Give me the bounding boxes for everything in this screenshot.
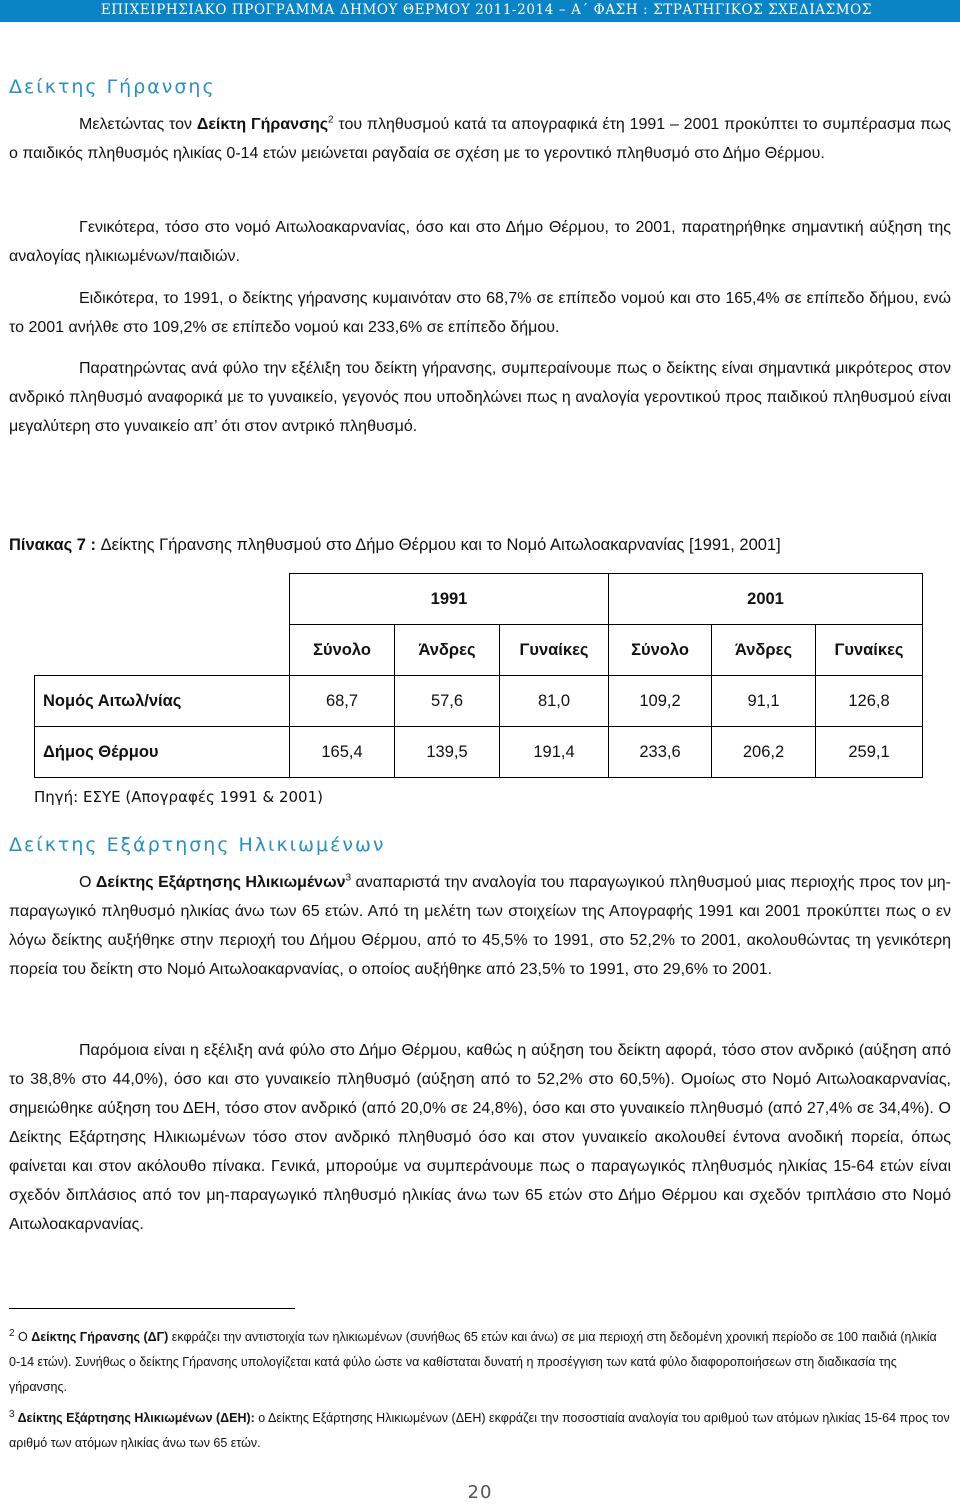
aging-index-table bbox=[34, 573, 923, 778]
table-year-header-row bbox=[35, 574, 923, 625]
table-cell: 109,2 bbox=[609, 676, 712, 727]
table-column-header: Γυναίκες bbox=[500, 625, 609, 676]
paragraph-aging-gender: Παρατηρώντας ανά φύλο την εξέλιξη του δείκτη γήρανσης, συμπεραίνουμε πως ο δείκτης είναι σημαντικά μικρότερος στον ανδρικό πληθυσμό αναφορικά με το γυναικείο, γεγονός που υποδηλώνει πως η αναλογία γεροντικού προς παιδικού πληθυσμού είναι μεγαλύτερη στο γυναικείο απ’ ότι στον αντρικό πληθυσμό. bbox=[9, 360, 951, 435]
table-column-header: Σύνολο bbox=[609, 625, 712, 676]
bold-term: Δείκτης Εξάρτησης Ηλικιωμένων bbox=[95, 874, 346, 891]
paragraph-dependency-intro bbox=[9, 868, 951, 984]
bold-term: Δείκτη Γήρανσης bbox=[196, 116, 329, 133]
table-caption-label: Πίνακας 7 : bbox=[9, 536, 101, 554]
paragraph-aging-specific: Ειδικότερα, το 1991, ο δείκτης γήρανσης κυμαινόταν στο 68,7% σε επίπεδο νομού και στο 165,4% σε επίπεδο δήμου, ενώ το 2001 ανήλθε στο 109,2% σε επίπεδο νομού και 233,6% σε επίπεδο δήμου. bbox=[9, 290, 951, 336]
table-column-header: Γυναίκες bbox=[816, 625, 923, 676]
table-cell: 68,7 bbox=[290, 676, 395, 727]
paragraph-text: Ο bbox=[79, 874, 96, 891]
section-heading-dependency-index: Δείκτης Εξάρτησης Ηλικιωμένων bbox=[9, 834, 386, 856]
paragraph-aging-intro bbox=[9, 110, 951, 168]
table-subheader-row bbox=[35, 625, 923, 676]
table-cell: 206,2 bbox=[712, 727, 816, 778]
table-cell: 139,5 bbox=[395, 727, 500, 778]
table-year-header: 2001 bbox=[609, 574, 923, 625]
table-row bbox=[35, 727, 923, 778]
table-cell: 81,0 bbox=[500, 676, 609, 727]
table-year-header: 1991 bbox=[290, 574, 609, 625]
footnote-number: 3 bbox=[9, 1408, 15, 1420]
table-row-label: Νομός Αιτωλ/νίας bbox=[35, 676, 290, 727]
table-cell: 126,8 bbox=[816, 676, 923, 727]
table-source-note: Πηγή: ΕΣΥΕ (Απογραφές 1991 & 2001) bbox=[34, 788, 323, 806]
table-empty-corner bbox=[35, 574, 290, 625]
paragraph-dependency-gender: Παρόμοια είναι η εξέλιξη ανά φύλο στο Δήμο Θέρμου, καθώς η αύξηση του δείκτη αφορά, τόσο στον ανδρικό (αύξηση από το 38,8% στο 44,0%), όσο και στο γυναικείο πληθυσμό (αύξηση από το 52,2% στο 60,5%). Ομοίως στο Νομό Αιτωλοακαρνανίας, σημειώθηκε αύξηση του ΔΕΗ, τόσο στον ανδρικό (από 20,0% σε 24,8%), όσο και στο γυναικείο πληθυσμό (από 27,4% σε 34,4%). Ο Δείκτης Εξάρτησης Ηλικιωμένων τόσο στον ανδρικό πληθυσμό όσο και στον γυναικείο ακολουθεί έντονα ανοδική πορεία, όπως φαίνεται και στον ακόλουθο πίνακα. Γενικά, μπορούμε να συμπεράνουμε πως ο παραγωγικός πληθυσμός ηλικίας 15-64 ετών είναι σχεδόν διπλάσιος από τον μη-παραγωγικό πληθυσμό ηλικίας άνω των 65 ετών στο Δήμο Θέρμου και σχεδόν τριπλάσιο στο Νομό Αιτωλοακαρνανίας. bbox=[9, 1042, 951, 1233]
footnote-separator bbox=[9, 1308, 295, 1309]
footnote-number: 2 bbox=[9, 1327, 15, 1339]
table-caption bbox=[9, 536, 781, 555]
table-row-label: Δήμος Θέρμου bbox=[35, 727, 290, 778]
document-header-bar bbox=[0, 0, 960, 22]
table-empty-corner bbox=[35, 625, 290, 676]
paragraph-text: αναπαριστά την αναλογία του παραγωγικού πληθυσμού μιας περιοχής προς τον μη-παραγωγικό πληθυσμό ηλικίας άνω των 65 ετών. Από τη μελέτη των στοιχείων της Απογραφής 1991 και 2001 προκύπτει πως ο εν λόγω δείκτης αυξήθηκε στην περιοχή του Δήμου Θέρμου, από το 45,5% το 1991, στο 52,2% το 2001, ακολουθώντας τη γενικότερη πορεία του δείκτη στο Νομό Αιτωλοακαρνανίας, ο οποίος αυξήθηκε από 23,5% το 1991, στο 29,6% το 2001. bbox=[9, 874, 952, 978]
table-column-header: Άνδρες bbox=[395, 625, 500, 676]
paragraph-aging-general: Γενικότερα, τόσο στο νομό Αιτωλοακαρνανίας, όσο και στο Δήμο Θέρμου, το 2001, παρατηρήθηκε σημαντική αύξηση της αναλογίας ηλικιωμένων/παιδιών. bbox=[9, 219, 951, 265]
table-cell: 259,1 bbox=[816, 727, 923, 778]
footnote-term: Δείκτης Γήρανσης (ΔΓ) bbox=[31, 1330, 169, 1344]
document-header-title: ΕΠΙΧΕΙΡΗΣΙΑΚΟ ΠΡΟΓΡΑΜΜΑ ΔΗΜΟΥ ΘΕΡΜΟΥ 2011-2014 – Α΄ ΦΑΣΗ : ΣΤΡΑΤΗΓΙΚΟΣ ΣΧΕΔΙΑΣΜΟΣ bbox=[100, 2, 872, 18]
footnote-text: εκφράζει την αντιστοιχία των ηλικιωμένων (συνήθως 65 ετών και άνω) σε μια περιοχή στη δεδομένη χρονική περίοδο σε 100 παιδιά (ηλικία 0-14 ετών). Συνήθως ο δείκτης Γήρανσης υπολογίζεται κατά φύλο ώστε να καθίσταται δυνατή η προσέγγιση των κατά φύλο διαφοροποιήσεων στη διαδικασία της γήρανσης. bbox=[9, 1330, 937, 1394]
table-cell: 191,4 bbox=[500, 727, 609, 778]
paragraph-text: Μελετώντας τον bbox=[79, 116, 197, 133]
section-heading-aging-index: Δείκτης Γήρανσης bbox=[9, 76, 216, 98]
footnote-text: ο Δείκτης Εξάρτησης Ηλικιωμένων (ΔΕΗ) εκφράζει την ποσοστιαία αναλογία του αριθμού των ατόμων ηλικίας 15-64 προς τον αριθμό των ατόμων ηλικίας άνω των 65 ετών. bbox=[9, 1411, 950, 1450]
table-cell: 165,4 bbox=[290, 727, 395, 778]
table-column-header: Άνδρες bbox=[712, 625, 816, 676]
paragraph-text: του πληθυσμού κατά τα απογραφικά έτη 1991 – 2001 προκύπτει το συμπέρασμα πως ο παιδικός πληθυσμός ηλικίας 0-14 ετών μειώνεται ραγδαία σε σχέση με το γεροντικό πληθυσμό στο Δήμο Θέρμου. bbox=[9, 116, 951, 162]
footnote-2 bbox=[9, 1325, 951, 1400]
footnote-term: Δείκτης Εξάρτησης Ηλικιωμένων (ΔΕΗ): bbox=[14, 1411, 255, 1425]
table-cell: 233,6 bbox=[609, 727, 712, 778]
footnote-3 bbox=[9, 1406, 951, 1456]
table-caption-text: Δείκτης Γήρανσης πληθυσμού στο Δήμο Θέρμου και το Νομό Αιτωλοακαρνανίας [1991, 2001] bbox=[100, 536, 781, 554]
table-row bbox=[35, 676, 923, 727]
page-number: 20 bbox=[467, 1482, 493, 1503]
table-cell: 91,1 bbox=[712, 676, 816, 727]
footnote-text: Ο bbox=[14, 1330, 32, 1344]
footnote-ref: 3 bbox=[345, 872, 352, 884]
table-cell: 57,6 bbox=[395, 676, 500, 727]
footnote-ref: 2 bbox=[328, 114, 334, 126]
table-column-header: Σύνολο bbox=[290, 625, 395, 676]
